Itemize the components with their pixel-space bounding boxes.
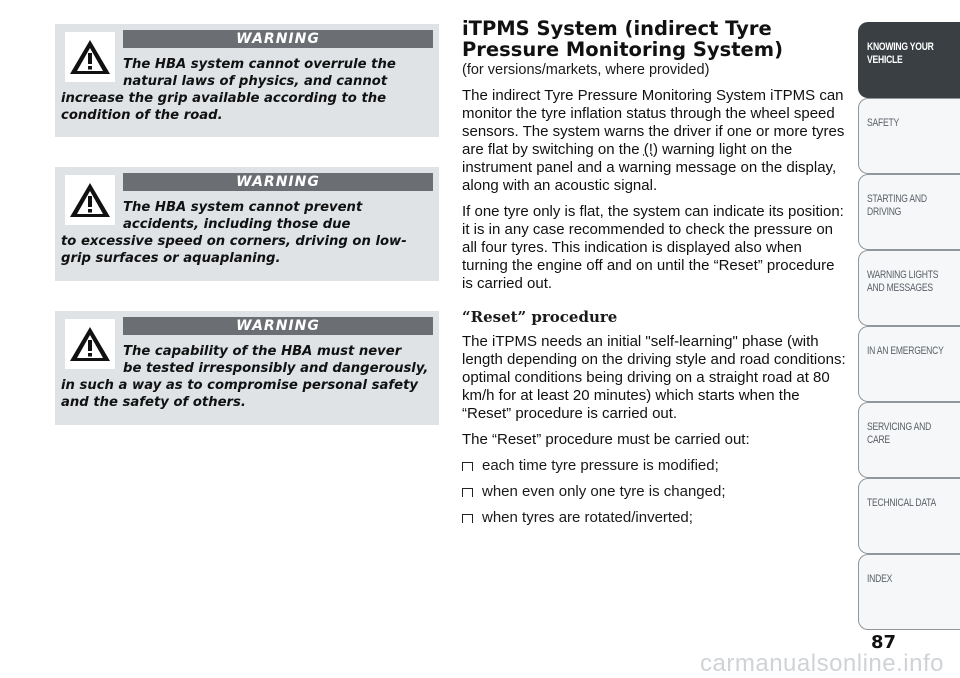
bullet-icon bbox=[462, 462, 473, 471]
warning-text-rest: increase the grip available according to the condition of the road. bbox=[61, 91, 387, 123]
page-number: 87 bbox=[870, 632, 896, 653]
paragraph-1-text-a: The indirect Tyre Pressure Monitoring System iTPMS can monitor the tyre inflation status through the wheel speed sensors. The system warns the driver if one or more tyres are flat by switching on the bbox=[462, 87, 845, 158]
list-item bbox=[462, 509, 847, 527]
tab-knowing-your-vehicle[interactable] bbox=[858, 22, 960, 98]
warning-text-rest: in such a way as to compromise personal safety and the safety of others. bbox=[61, 378, 418, 410]
tab-technical-data[interactable] bbox=[858, 478, 960, 554]
article-title-line-1: iTPMS System (indirect Tyre bbox=[462, 17, 772, 40]
tab-safety[interactable] bbox=[858, 98, 960, 174]
warning-text-line: The capability of the HBA must never bbox=[123, 344, 402, 359]
warning-triangle-icon bbox=[65, 32, 115, 82]
tyre-warning-light-icon: (!) bbox=[643, 141, 658, 158]
list-item bbox=[462, 457, 847, 475]
warning-text-line: natural laws of physics, and cannot bbox=[123, 74, 388, 89]
article-subtitle: (for versions/markets, where provided) bbox=[462, 62, 710, 78]
warning-triangle-icon bbox=[65, 319, 115, 369]
tab-label: TECHNICAL DATA bbox=[867, 497, 937, 509]
warning-box-1 bbox=[55, 24, 439, 137]
tab-label: WARNING LIGHTS bbox=[867, 269, 939, 281]
warning-text-line: accidents, including those due bbox=[123, 217, 351, 232]
tab-label: CARE bbox=[867, 434, 890, 446]
tab-label: VEHICLE bbox=[867, 54, 903, 66]
list-item bbox=[462, 483, 847, 501]
tab-index[interactable] bbox=[858, 554, 960, 630]
bullet-icon bbox=[462, 514, 473, 523]
reset-heading: “Reset” procedure bbox=[462, 308, 618, 326]
list-item-text: when tyres are rotated/inverted; bbox=[482, 509, 693, 526]
warning-box-3 bbox=[55, 311, 439, 425]
article-title-line-2: Pressure Monitoring System) bbox=[462, 38, 784, 61]
warning-text-line: be tested irresponsibly and dangerously, bbox=[123, 361, 429, 376]
list-item-text: when even only one tyre is changed; bbox=[482, 483, 726, 500]
tab-label: IN AN EMERGENCY bbox=[867, 345, 944, 357]
tab-label: DRIVING bbox=[867, 206, 902, 218]
tab-servicing-and-care[interactable] bbox=[858, 402, 960, 478]
tab-label: SERVICING AND bbox=[867, 421, 932, 433]
tab-label: KNOWING YOUR bbox=[867, 41, 934, 53]
warning-title: WARNING bbox=[123, 30, 433, 48]
bullet-icon bbox=[462, 488, 473, 497]
warning-title: WARNING bbox=[123, 173, 433, 191]
warning-text-line: The HBA system cannot overrule the bbox=[123, 57, 396, 72]
tab-label: STARTING AND bbox=[867, 193, 927, 205]
paragraph-3: The iTPMS needs an initial "self-learning" phase (with length depending on the driving style and road conditions: optimal conditions being driving on a straight road at 80 km/h for at least 20 minutes) which starts when the “Reset” procedure is carried out. bbox=[462, 333, 846, 422]
article bbox=[462, 18, 847, 527]
warning-text-rest: to excessive speed on corners, driving on low-grip surfaces or aquaplaning. bbox=[61, 234, 407, 266]
tab-starting-and-driving[interactable] bbox=[858, 174, 960, 250]
tab-label: SAFETY bbox=[867, 117, 899, 129]
paragraph-1-text-b: warning light on the instrument panel and a warning message on the display, along with an acoustic signal. bbox=[462, 141, 837, 194]
tab-label: AND MESSAGES bbox=[867, 282, 933, 294]
paragraph-2: If one tyre only is flat, the system can indicate its position: it is in any case recommended to check the pressure on all four tyres. This indication is displayed also when turning the engine off and on until the “Reset” procedure is carried out. bbox=[462, 203, 844, 292]
warning-title: WARNING bbox=[123, 317, 433, 335]
watermark: carmanualsonline.info bbox=[700, 650, 944, 677]
paragraph-1 bbox=[462, 87, 847, 195]
tab-label: INDEX bbox=[867, 573, 893, 585]
warning-box-2 bbox=[55, 167, 439, 281]
list-item-text: each time tyre pressure is modified; bbox=[482, 457, 719, 474]
tab-warning-lights[interactable] bbox=[858, 250, 960, 326]
tab-in-an-emergency[interactable] bbox=[858, 326, 960, 402]
paragraph-4: The “Reset” procedure must be carried out: bbox=[462, 431, 750, 448]
warning-triangle-icon bbox=[65, 175, 115, 225]
warning-text-line: The HBA system cannot prevent bbox=[123, 200, 363, 215]
